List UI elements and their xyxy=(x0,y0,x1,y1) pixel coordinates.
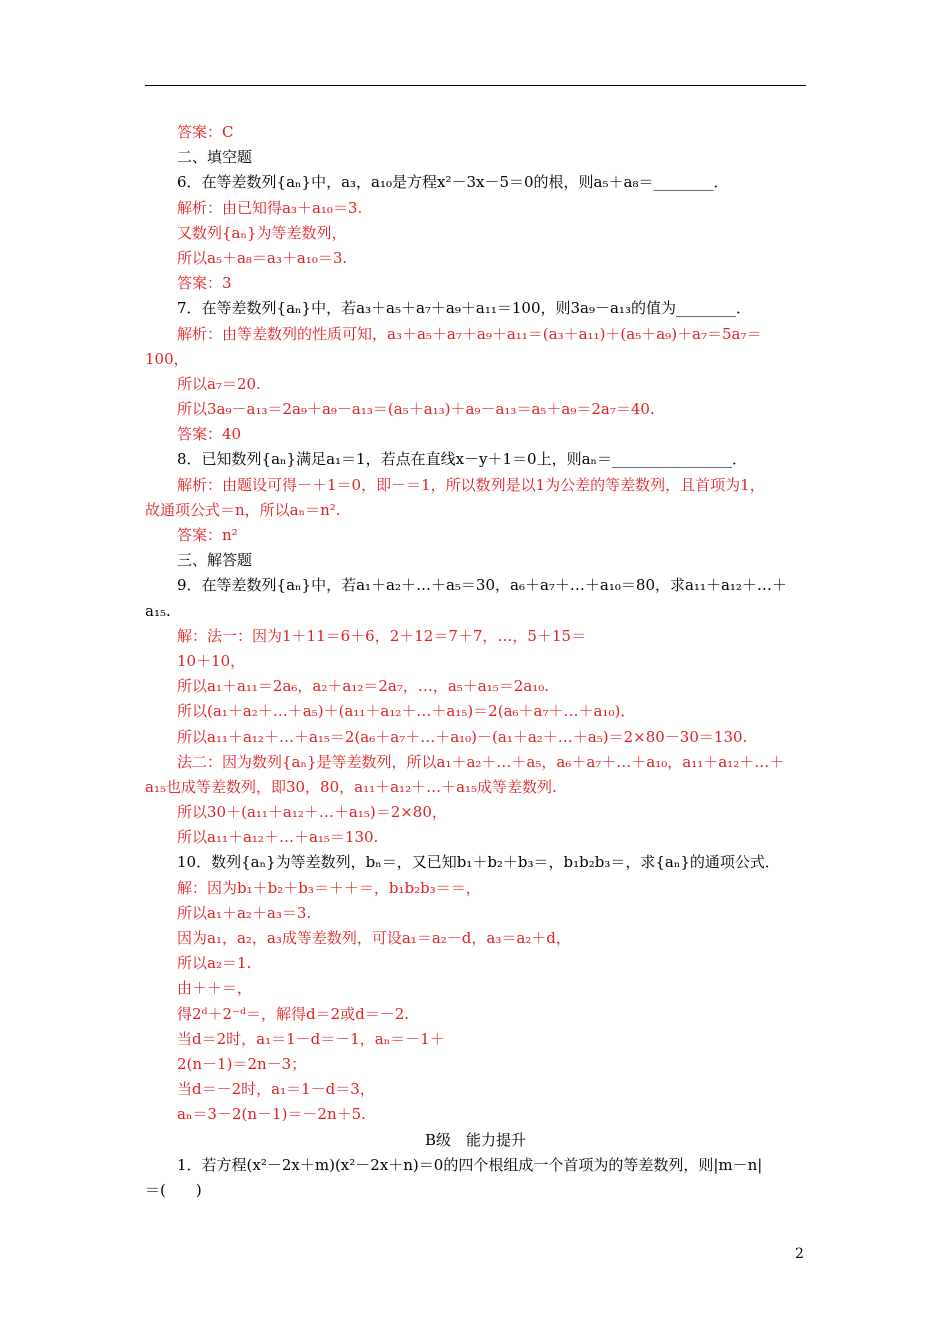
line-text: 所以30＋(a₁₁＋a₁₂＋…＋a₁₅)＝2×80， xyxy=(177,803,447,822)
text-line xyxy=(145,1178,806,1203)
line-text: 所以a₁₁＋a₁₂＋…＋a₁₅＝2(a₆＋a₇＋…＋a₁₀)－(a₁＋a₂＋…＋a₅)＝2×80－30＝130. xyxy=(177,727,748,746)
line-text: 三、解答题 xyxy=(177,551,253,570)
text-line xyxy=(145,473,806,498)
text-line xyxy=(145,548,806,573)
line-text: 所以a₁₁＋a₁₂＋…＋a₁₅＝130. xyxy=(177,828,379,847)
text-line xyxy=(145,1153,806,1178)
line-text: 当d＝－2时，a₁＝1－d＝3， xyxy=(177,1080,375,1099)
text-line xyxy=(145,296,806,321)
line-text: B级 能力提升 xyxy=(424,1130,527,1149)
line-text: 法二：因为数列{aₙ}是等差数列，所以a₁＋a₂＋…＋a₅，a₆＋a₇＋…＋a₁₀，a₁₁＋a₁₂＋…＋ xyxy=(177,752,785,771)
line-text: 2(n－1)＝2n－3； xyxy=(177,1054,307,1073)
line-text: a₁₅. xyxy=(145,601,171,620)
line-text: 6．在等差数列{aₙ}中，a₃，a₁₀是方程x²－3x－5＝0的根，则a₅＋a₈＝________． xyxy=(177,173,729,192)
text-line xyxy=(145,498,806,523)
text-line xyxy=(145,674,806,699)
text-line xyxy=(145,1027,806,1052)
line-text: 答案：3 xyxy=(177,274,232,293)
text-line xyxy=(145,599,806,624)
line-text: 所以a₅＋a₈＝a₃＋a₁₀＝3. xyxy=(177,248,348,267)
line-text: 10．数列{aₙ}为等差数列，bₙ＝，又已知b₁＋b₂＋b₃＝，b₁b₂b₃＝，求{aₙ}的通项公式． xyxy=(177,853,780,872)
line-text: 解：法一：因为1＋11＝6＋6，2＋12＝7＋7，…，5＋15＝ xyxy=(177,626,587,645)
text-line xyxy=(145,372,806,397)
line-text: 解：因为b₁＋b₂＋b₃＝＋＋＝，b₁b₂b₃＝＝， xyxy=(177,878,481,897)
line-text: 得2ᵈ＋2⁻ᵈ＝，解得d＝2或d＝－2. xyxy=(177,1004,410,1023)
text-line xyxy=(145,1052,806,1077)
text-line xyxy=(145,1102,806,1127)
text-line xyxy=(145,145,806,170)
line-text: 所以a₂＝1. xyxy=(177,954,252,973)
line-text: 又数列{aₙ}为等差数列， xyxy=(177,223,347,242)
text-line xyxy=(145,523,806,548)
line-text: 所以3a₉－a₁₃＝2a₉＋a₉－a₁₃＝(a₅＋a₁₃)＋a₉－a₁₃＝a₅＋a₉＝2a₇＝40. xyxy=(177,400,655,419)
line-text: 所以a₁＋a₁₁＝2a₆，a₂＋a₁₂＝2a₇，…，a₅＋a₁₅＝2a₁₀. xyxy=(177,677,550,696)
text-line xyxy=(145,221,806,246)
text-line xyxy=(145,926,806,951)
text-line xyxy=(145,196,806,221)
line-text: 1．若方程(x²－2x＋m)(x²－2x＋n)＝0的四个根组成一个首项为的等差数列，则|m－n| xyxy=(177,1155,763,1174)
text-line xyxy=(145,951,806,976)
page-number: 2 xyxy=(795,1246,804,1262)
line-text: 8．已知数列{aₙ}满足a₁＝1，若点在直线x－y＋1＝0上，则aₙ＝________________． xyxy=(177,450,748,469)
text-line xyxy=(145,397,806,422)
text-line xyxy=(145,649,806,674)
line-text: aₙ＝3－2(n－1)＝－2n＋5. xyxy=(177,1105,366,1124)
text-line xyxy=(145,825,806,850)
text-line xyxy=(145,976,806,1001)
text-line xyxy=(145,1077,806,1102)
text-line xyxy=(145,775,806,800)
text-line xyxy=(145,876,806,901)
line-text: 所以a₁＋a₂＋a₃＝3. xyxy=(177,903,312,922)
text-line xyxy=(145,322,806,347)
header-rule xyxy=(145,85,806,86)
line-text: 解析：由题设可得－＋1＝0，即－＝1，所以数列是以1为公差的等差数列，且首项为1， xyxy=(177,475,765,494)
document-body xyxy=(145,120,806,1203)
text-line xyxy=(145,800,806,825)
line-text: 7．在等差数列{aₙ}中，若a₃＋a₅＋a₇＋a₉＋a₁₁＝100，则3a₉－a₁₃的值为________． xyxy=(177,299,751,318)
text-line xyxy=(145,1002,806,1027)
text-line xyxy=(145,624,806,649)
text-line xyxy=(145,170,806,195)
text-line xyxy=(145,573,806,598)
line-text: 二、填空题 xyxy=(177,148,253,167)
line-text: 所以a₇＝20. xyxy=(177,374,261,393)
line-text: 当d＝2时，a₁＝1－d＝－1，aₙ＝－1＋ xyxy=(177,1029,445,1048)
line-text: 因为a₁，a₂，a₃成等差数列，可设a₁＝a₂－d，a₃＝a₂＋d， xyxy=(177,929,571,947)
line-text: ＝( ) xyxy=(145,1180,202,1199)
text-line xyxy=(145,347,806,372)
line-text: 9．在等差数列{aₙ}中，若a₁＋a₂＋…＋a₅＝30，a₆＋a₇＋…＋a₁₀＝80，求a₁₁＋a₁₂＋…＋ xyxy=(177,576,787,595)
text-line xyxy=(145,750,806,775)
text-line xyxy=(145,120,806,145)
text-line xyxy=(145,271,806,296)
text-line xyxy=(145,1128,806,1153)
line-text: 解析：由等差数列的性质可知，a₃＋a₅＋a₇＋a₉＋a₁₁＝(a₃＋a₁₁)＋(a₅＋a₉)＋a₇＝5a₇＝ xyxy=(177,324,762,343)
line-text: a₁₅也成等差数列，即30，80，a₁₁＋a₁₂＋…＋a₁₅成等差数列. xyxy=(145,777,557,796)
line-text: 解析：由已知得a₃＋a₁₀＝3. xyxy=(177,198,363,217)
line-text: 由＋＋＝， xyxy=(177,979,253,998)
line-text: 答案：40 xyxy=(177,425,242,444)
text-line xyxy=(145,422,806,447)
line-text: 所以(a₁＋a₂＋…＋a₅)＋(a₁₁＋a₁₂＋…＋a₁₅)＝2(a₆＋a₇＋…＋a₁₀)． xyxy=(177,702,636,721)
line-text: 故通项公式＝n，所以aₙ＝n². xyxy=(145,500,341,519)
text-line xyxy=(145,246,806,271)
line-text: 答案：C xyxy=(177,123,234,141)
text-line xyxy=(145,447,806,472)
line-text: 100， xyxy=(145,349,189,368)
line-text: 答案：n² xyxy=(177,526,238,544)
text-line xyxy=(145,901,806,926)
text-line xyxy=(145,725,806,750)
text-line xyxy=(145,699,806,724)
line-text: 10＋10， xyxy=(177,651,246,670)
text-line xyxy=(145,850,806,875)
